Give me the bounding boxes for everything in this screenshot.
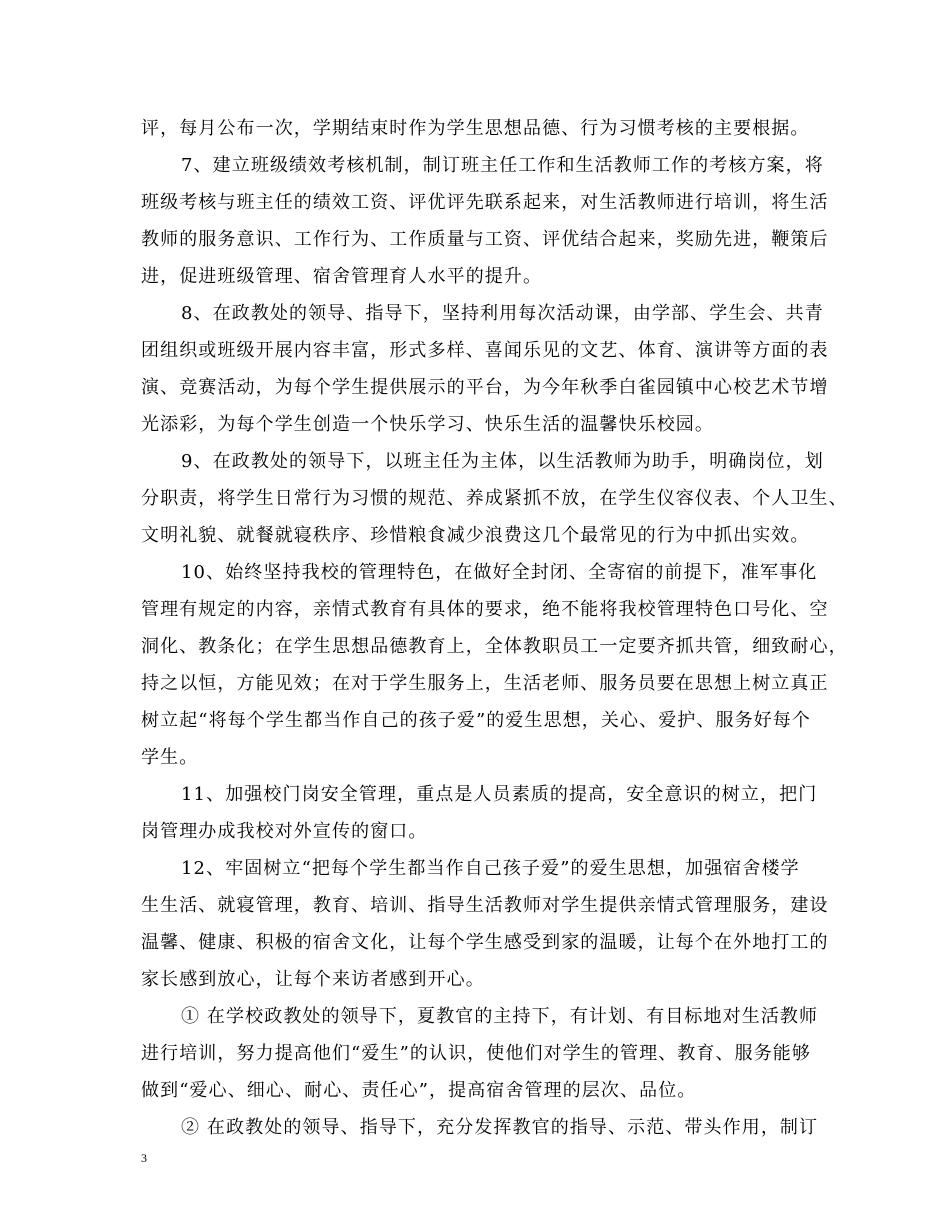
text-line: 评，每月公布一次，学期结束时作为学生思想品德、行为习惯考核的主要根据。 (141, 118, 810, 139)
text-line: 文明礼貌、就餐就寝秩序、珍惜粮食减少浪费这几个最常见的行为中抓出实效。 (141, 525, 810, 546)
text-line: 演、竞赛活动，为每个学生提供展示的平台，为今年秋季白雀园镇中心校艺术节增 (141, 377, 829, 398)
text-line: 学生。 (141, 747, 199, 768)
text-line: 光添彩，为每个学生创造一个快乐学习、快乐生活的温馨快乐校园。 (141, 414, 714, 435)
text-line: ② 在政教处的领导、指导下，充分发挥教官的指导、示范、带头作用，制订 (181, 1117, 819, 1138)
text-line: 7、建立班级绩效考核机制，制订班主任工作和生活教师工作的考核方案，将 (181, 155, 824, 176)
text-line: 12、牢固树立“把每个学生都当作自己孩子爱”的爱生思想，加强宿舍楼学 (181, 858, 800, 879)
text-line: 10、始终坚持我校的管理特色，在做好全封闭、全寄宿的前提下，准军事化 (181, 562, 818, 583)
page-number: 3 (141, 1151, 147, 1165)
text-line: 温馨、健康、积极的宿舍文化，让每个学生感受到家的温暖，让每个在外地打工的 (141, 932, 829, 953)
text-line: 洞化、教条化；在学生思想品德教育上，全体教职员工一定要齐抓共管，细致耐心， (141, 636, 848, 657)
text-line: 进，促进班级管理、宿舍管理育人水平的提升。 (141, 266, 543, 287)
text-line: 管理有规定的内容，亲情式教育有具体的要求，绝不能将我校管理特色口号化、空 (141, 599, 829, 620)
text-line: 持之以恒，方能见效；在对于学生服务上，生活老师、服务员要在思想上树立真正 (141, 673, 829, 694)
text-line: 生生活、就寝管理，教育、培训、指导生活教师对学生提供亲情式管理服务，建设 (141, 895, 829, 916)
text-line: 团组织或班级开展内容丰富，形式多样、喜闻乐见的文艺、体育、演讲等方面的表 (141, 340, 829, 361)
text-line: 做到“爱心、细心、耐心、责任心”，提高宿舍管理的层次、品位。 (141, 1080, 697, 1101)
text-line: 家长感到放心，让每个来访者感到开心。 (141, 969, 485, 990)
text-line: 分职责，将学生日常行为习惯的规范、养成紧抓不放，在学生仪容仪表、个人卫生、 (141, 488, 848, 509)
text-line: ① 在学校政教处的领导下，夏教官的主持下，有计划、有目标地对生活教师 (181, 1006, 819, 1027)
text-line: 班级考核与班主任的绩效工资、评优评先联系起来，对生活教师进行培训，将生活 (141, 192, 829, 213)
text-line: 8、在政教处的领导、指导下，坚持利用每次活动课，由学部、学生会、共青 (181, 303, 824, 324)
text-line: 树立起“将每个学生都当作自己的孩子爱”的爱生思想，关心、爱护、服务好每个 (141, 710, 812, 731)
text-line: 进行培训，努力提高他们“爱生”的认识，使他们对学生的管理、教育、服务能够 (141, 1043, 812, 1064)
text-line: 11、加强校门岗安全管理，重点是人员素质的提高，安全意识的树立，把门 (181, 784, 818, 805)
text-line: 9、在政教处的领导下，以班主任为主体，以生活教师为助手，明确岗位，划 (181, 451, 824, 472)
text-line: 教师的服务意识、工作行为、工作质量与工资、评优结合起来，奖励先进，鞭策后 (141, 229, 829, 250)
text-line: 岗管理办成我校对外宣传的窗口。 (141, 821, 428, 842)
